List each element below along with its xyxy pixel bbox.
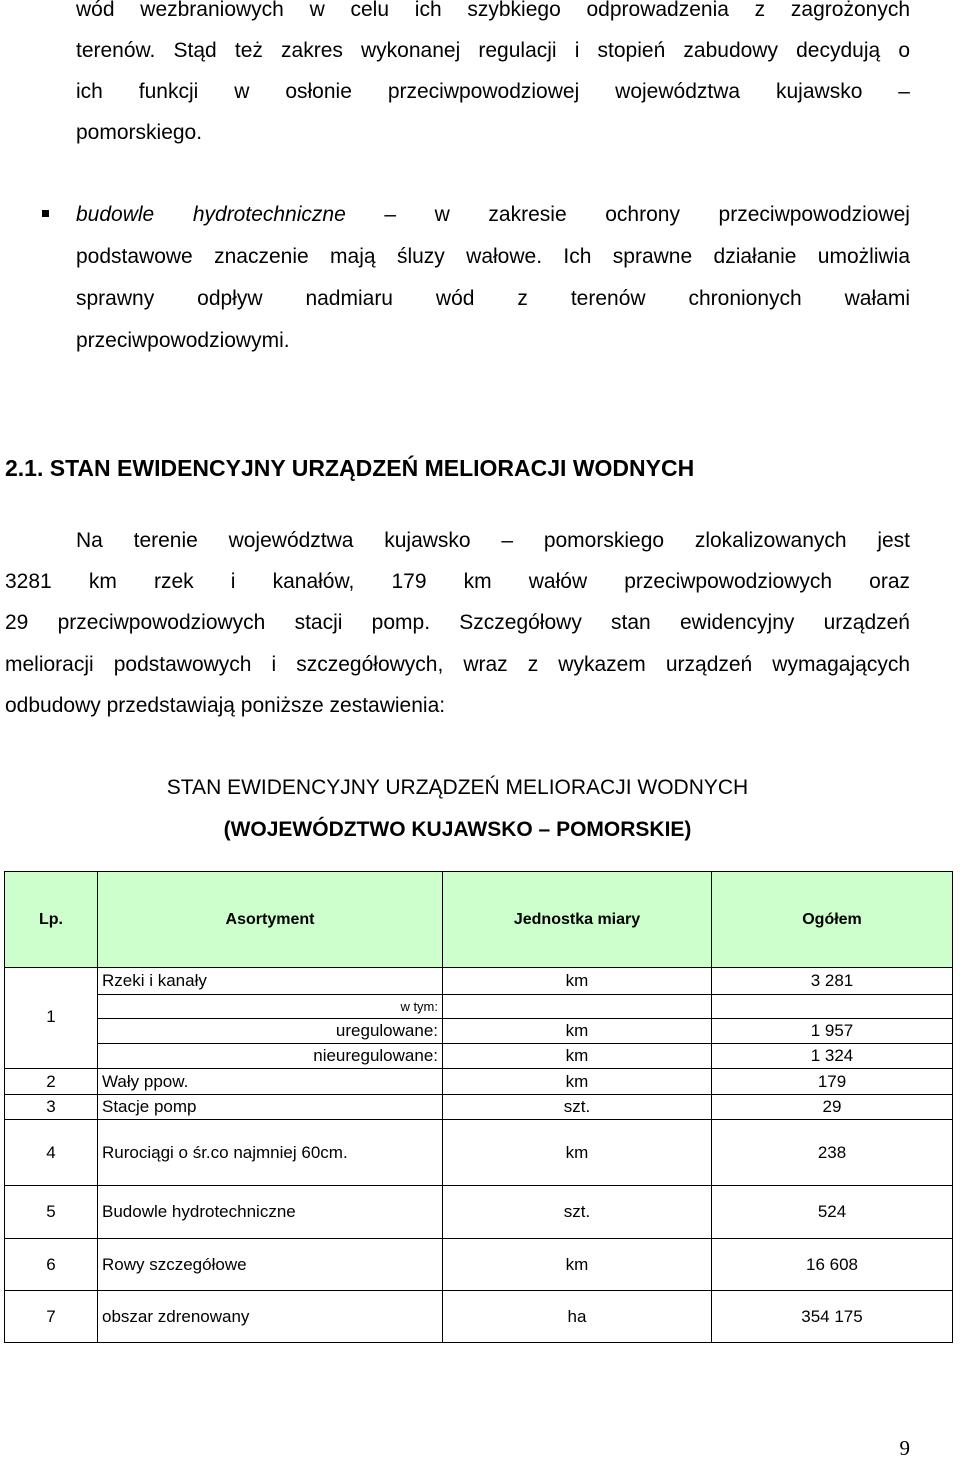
cell-name: Budowle hydrotechniczne (98, 1186, 443, 1239)
cell-unit: km (443, 1069, 712, 1095)
bullet-square-icon (42, 210, 49, 217)
cell-total: 29 (712, 1095, 953, 1120)
cell-total: 1 957 (712, 1019, 953, 1044)
cell-lp: 3 (5, 1095, 98, 1120)
bullet-line: przeciwpowodziowymi. (76, 329, 290, 352)
cell-empty (443, 995, 712, 1019)
cell-name: Rurociągi o śr.co najmniej 60cm. (98, 1120, 443, 1186)
cell-unit: ha (443, 1291, 712, 1343)
bullet-line: podstawowe znaczenie mają śluzy wałowe. Ich sprawne działanie umożliwia (76, 245, 910, 268)
paragraph-line: melioracji podstawowych i szczegółowych, wraz z wykazem urządzeń wymagających (5, 653, 910, 676)
paragraph-line: ich funkcji w osłonie przeciwpowodziowej województwa kujawsko – (76, 80, 910, 103)
table-header-row (5, 872, 953, 968)
table-row (5, 968, 953, 995)
cell-lp: 4 (5, 1120, 98, 1186)
table-row (5, 995, 953, 1019)
paragraph-line: 3281 km rzek i kanałów, 179 km wałów przeciwpowodziowych oraz (5, 570, 910, 593)
paragraph-line: terenów. Stąd też zakres wykonanej regulacji i stopień zabudowy decydują o (76, 39, 910, 62)
cell-unit: km (443, 1239, 712, 1291)
cell-unit: km (443, 968, 712, 995)
header-unit: Jednostka miary (443, 872, 712, 968)
cell-unit: km (443, 1120, 712, 1186)
table-row (5, 1291, 953, 1343)
cell-unit: km (443, 1044, 712, 1069)
table-row (5, 1120, 953, 1186)
cell-name: nieuregulowane: (98, 1044, 443, 1069)
table-row (5, 1019, 953, 1044)
bullet-first-line (76, 194, 910, 235)
page-number: 9 (899, 1436, 910, 1460)
cell-total: 354 175 (712, 1291, 953, 1343)
cell-lp: 2 (5, 1069, 98, 1095)
cell-name: Stacje pomp (98, 1095, 443, 1120)
paragraph-line: odbudowy przedstawiają poniższe zestawienia: (5, 694, 446, 717)
cell-name: Rzeki i kanały (98, 968, 443, 995)
cell-name: Rowy szczegółowe (98, 1239, 443, 1291)
cell-name: Wały ppow. (98, 1069, 443, 1095)
cell-lp: 1 (5, 968, 98, 1069)
cell-total: 179 (712, 1069, 953, 1095)
cell-name: obszar zdrenowany (98, 1291, 443, 1343)
table-caption-subtitle: (WOJEWÓDZTWO KUJAWSKO – POMORSKIE) (223, 818, 692, 841)
cell-name: uregulowane: (98, 1019, 443, 1044)
paragraph-line: 29 przeciwpowodziowych stacji pomp. Szczegółowy stan ewidencyjny urządzeń (5, 611, 910, 634)
table-row (5, 1095, 953, 1120)
bullet-line: sprawny odpływ nadmiaru wód z terenów chronionych wałami (76, 287, 910, 310)
cell-total: 1 324 (712, 1044, 953, 1069)
header-lp: Lp. (5, 872, 98, 968)
cell-unit: szt. (443, 1186, 712, 1239)
table-row (5, 1239, 953, 1291)
table-caption-title: STAN EWIDENCYJNY URZĄDZEŃ MELIORACJI WODNYCH (166, 776, 749, 799)
section-heading: 2.1. STAN EWIDENCYJNY URZĄDZEŃ MELIORACJI WODNYCH (5, 455, 695, 481)
cell-empty (712, 995, 953, 1019)
paragraph-line: Na terenie województwa kujawsko – pomorskiego zlokalizowanych jest (76, 529, 910, 552)
bullet-italic-term: budowle hydrotechniczne (76, 203, 346, 226)
cell-unit: szt. (443, 1095, 712, 1120)
cell-total: 524 (712, 1186, 953, 1239)
cell-total: 16 608 (712, 1239, 953, 1291)
cell-lp: 7 (5, 1291, 98, 1343)
cell-total: 238 (712, 1120, 953, 1186)
cell-lp: 5 (5, 1186, 98, 1239)
bullet-line-rest: – w zakresie ochrony przeciwpowodziowej (384, 203, 910, 226)
header-assortment: Asortyment (98, 872, 443, 968)
cell-lp: 6 (5, 1239, 98, 1291)
table-row (5, 1044, 953, 1069)
table-row (5, 1186, 953, 1239)
paragraph-line: wód wezbraniowych w celu ich szybkiego odprowadzenia z zagrożonych (76, 0, 910, 21)
header-total: Ogółem (712, 872, 953, 968)
cell-unit: km (443, 1019, 712, 1044)
table-row (5, 1069, 953, 1095)
paragraph-line: pomorskiego. (76, 121, 203, 144)
inventory-table (4, 871, 953, 1343)
cell-sub-label: w tym: (98, 995, 443, 1019)
cell-total: 3 281 (712, 968, 953, 995)
